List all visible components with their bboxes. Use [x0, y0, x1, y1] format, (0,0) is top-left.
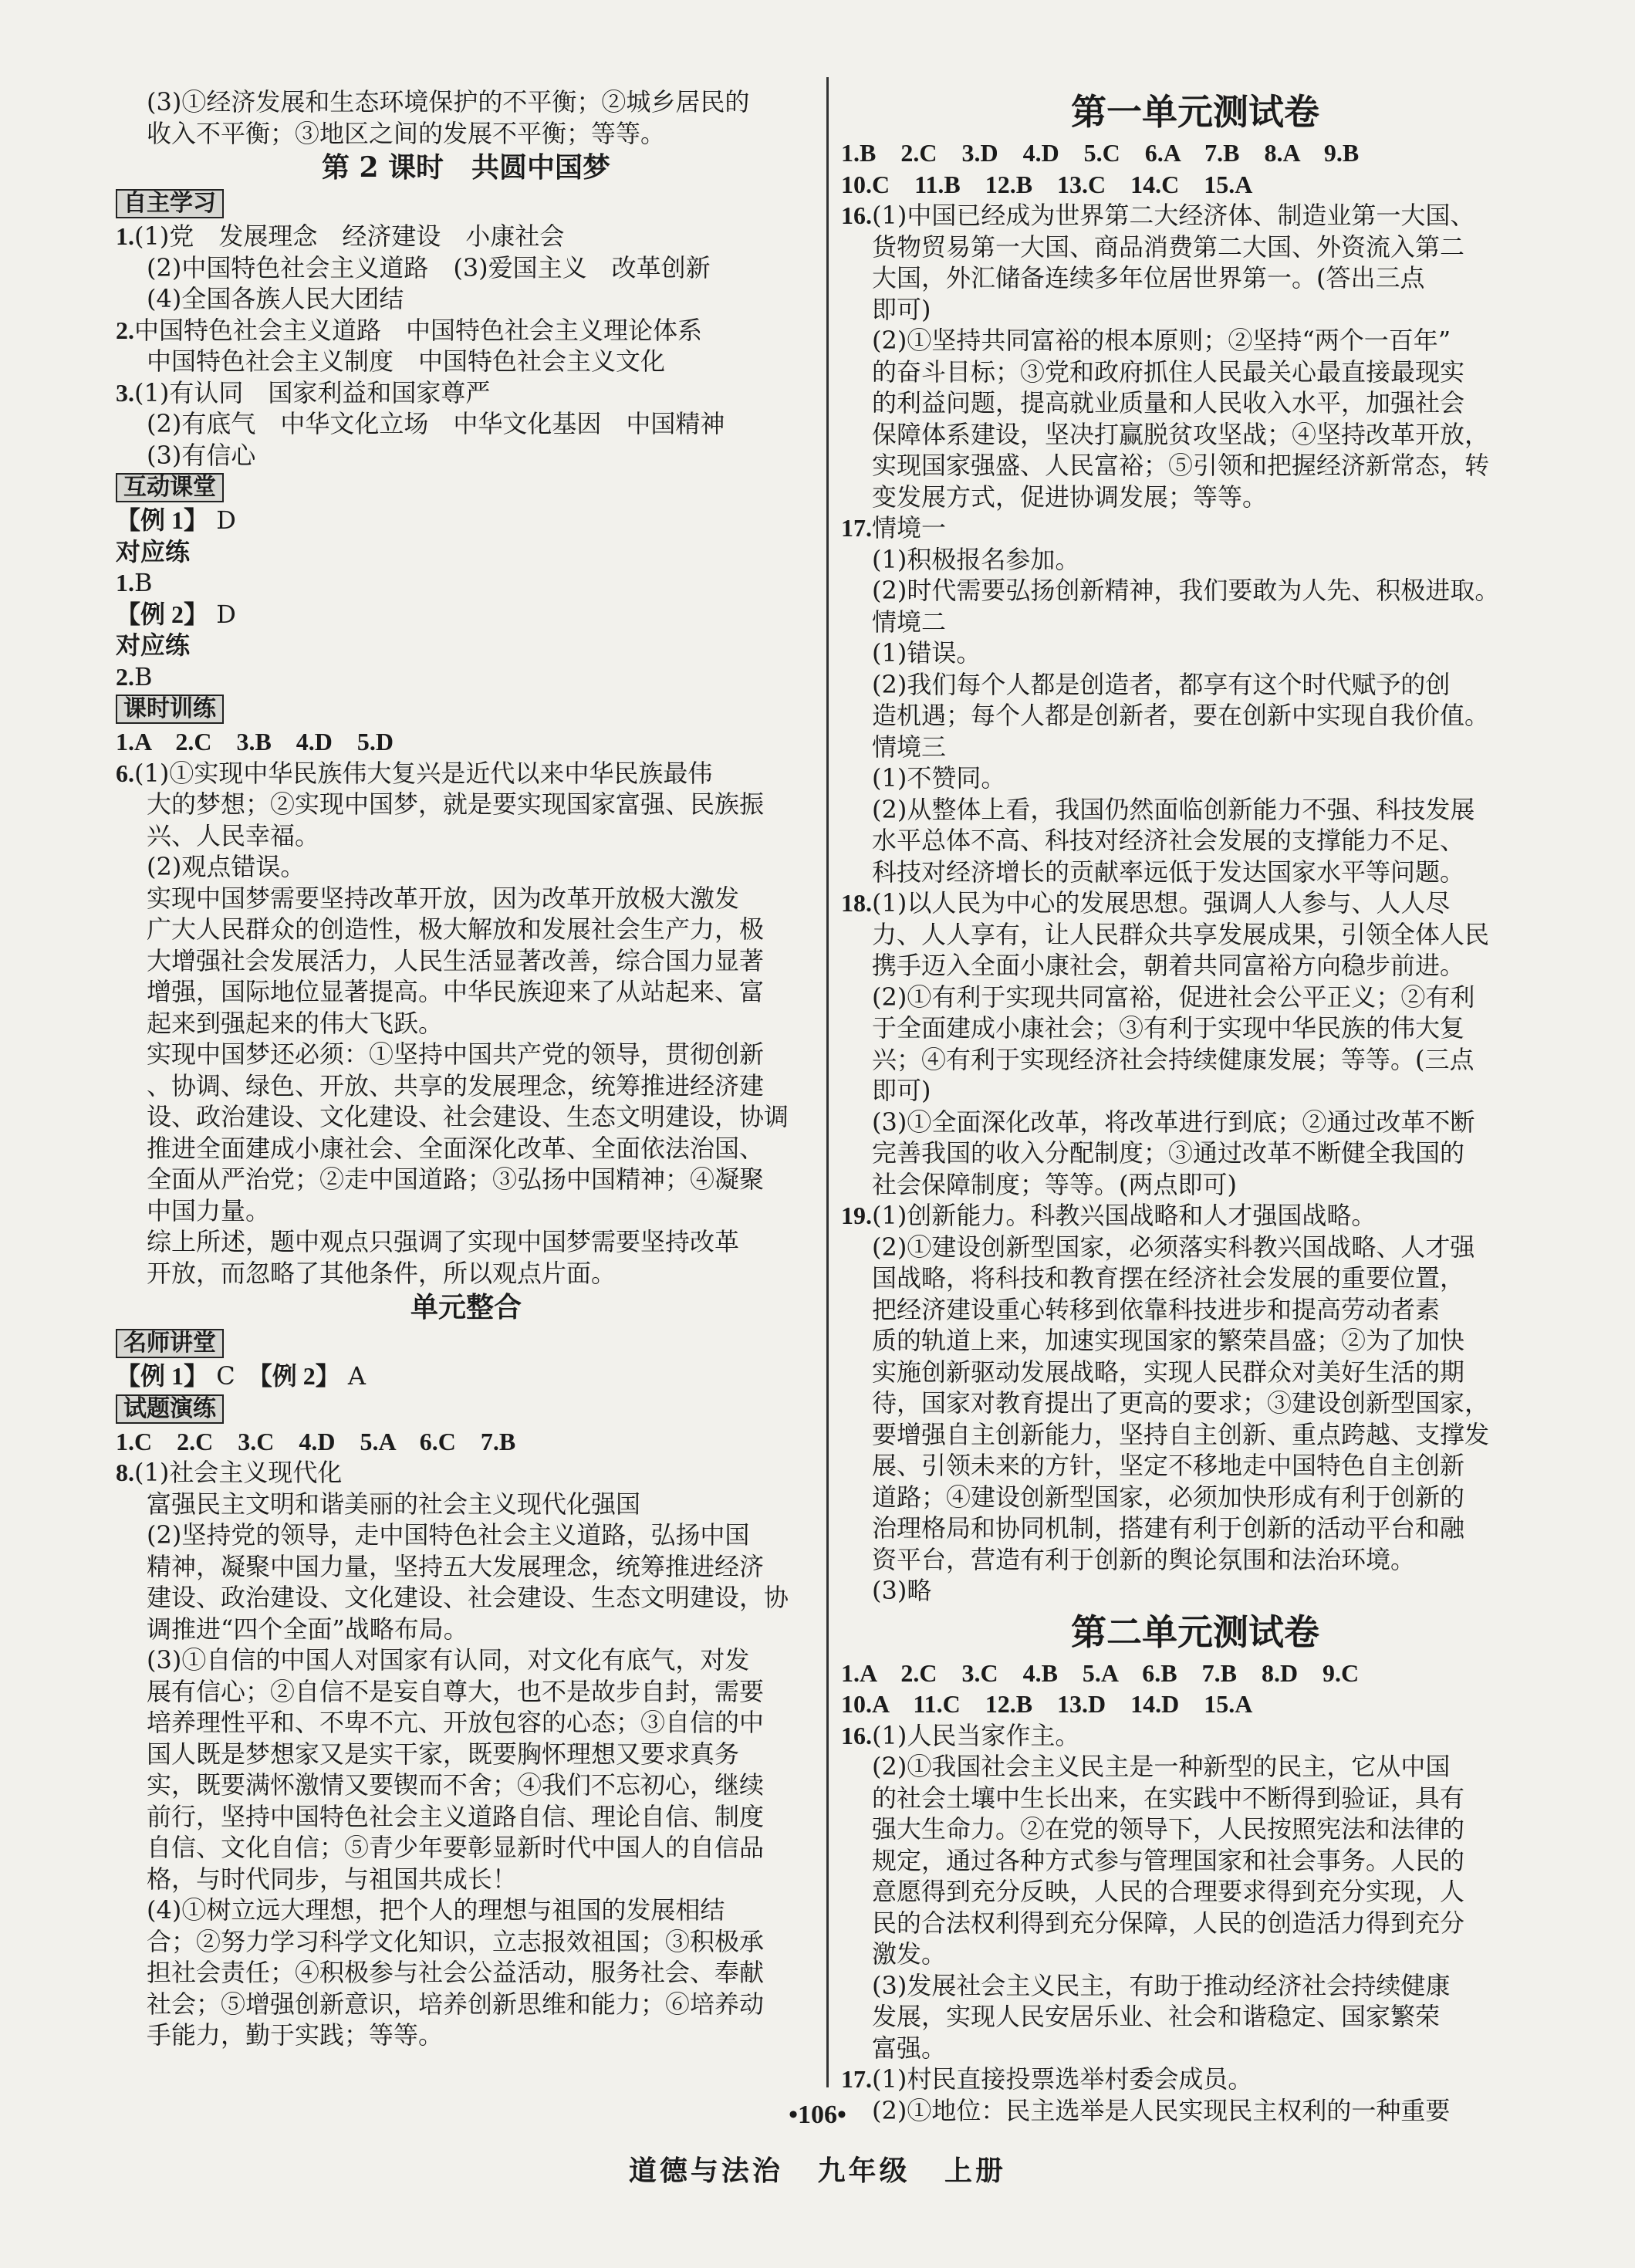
answer-line	[116, 1426, 816, 1458]
answer-line	[841, 2001, 1549, 2033]
answer-text: C	[208, 1361, 260, 1391]
answer-line	[116, 1864, 816, 1895]
answer-line	[841, 1012, 1549, 1044]
answer-text: (3)①自信的中国人对国家有认同，对文化有底气，对发	[147, 1645, 750, 1675]
answer-line	[116, 252, 816, 284]
section-label-row	[116, 692, 816, 726]
answer-text: 完善我国的收入分配制度；③通过改革不断健全我国的	[872, 1138, 1465, 1168]
answer-text: (2)①我国社会主义民主是一种新型的民主，它从中国	[872, 1752, 1451, 1781]
example-label: 【例 1】	[116, 1362, 209, 1390]
answer-line	[116, 283, 816, 315]
answer-text: 展有信心；②自信不是妄自尊大，也不是故步自封，需要	[147, 1676, 765, 1706]
answer-text: 合；②努力学习科学文化知识，立志报效祖国；③积极承	[147, 1926, 765, 1956]
section-label-row	[116, 187, 816, 221]
answer-line	[116, 377, 816, 409]
answer-line	[116, 1258, 816, 1289]
answer-line	[841, 2064, 1549, 2095]
answer-text: (2)①地位：民主选举是人民实现民主权利的一种重要	[872, 2095, 1451, 2125]
answer-line	[116, 505, 816, 536]
answer-text: 前行，坚持中国特色社会主义道路自信、理论自信、制度	[147, 1801, 765, 1831]
answer-text: 情境一	[872, 513, 947, 542]
answer-line	[116, 1070, 816, 1102]
answer-text: 治理格局和协同机制，搭建有利于创新的活动平台和融	[872, 1513, 1465, 1543]
answer-text: 发展，实现人民安居乐业、社会和谐稳定、国家繁荣	[872, 2002, 1441, 2031]
answer-line	[841, 357, 1549, 388]
answer-text: 兴、人民幸福。	[147, 820, 320, 850]
answer-text: (2)从整体上看，我国仍然面临创新能力不强、科技发展	[872, 794, 1475, 824]
answer-text: 科技对经济增长的贡献率远低于发达国家水平等问题。	[872, 857, 1465, 887]
answer-text: (2)①建设创新型国家，必须落实科教兴国战略、人才强	[872, 1232, 1475, 1262]
answer-line	[116, 976, 816, 1008]
answer-line	[116, 1832, 816, 1864]
section-label-row	[116, 1392, 816, 1426]
answer-line	[841, 419, 1549, 451]
answer-text: 综上所述，题中观点只强调了实现中国梦需要坚持改革	[147, 1227, 740, 1256]
answer-line	[841, 1325, 1549, 1357]
answer-text: A	[339, 1361, 366, 1391]
answer-text: 实现国家强盛、人民富裕；⑤引领和把握经济新常态，转	[872, 451, 1490, 480]
answer-line	[841, 1107, 1549, 1138]
example-label: 【例 2】	[116, 600, 209, 628]
answer-text: 造机遇；每个人都是创新者，要在创新中实现自我价值。	[872, 701, 1490, 730]
answer-line	[116, 1582, 816, 1614]
answer-text: (2)有底气 中华文化立场 中华文化基因 中国精神	[147, 409, 725, 438]
answer-line	[116, 1957, 816, 1989]
answer-text: 情境二	[872, 607, 947, 637]
answer-text: 中国力量。	[147, 1195, 271, 1225]
answer-text: (1)创新能力。科教兴国战略和人才强国战略。	[872, 1201, 1377, 1230]
answer-line	[116, 1133, 816, 1164]
answer-line	[841, 1908, 1549, 1939]
answer-line	[841, 700, 1549, 732]
answer-line	[116, 1226, 816, 1258]
answer-line	[116, 315, 816, 346]
answer-text: (3)①经济发展和生态环境保护的不平衡；②城乡居民的	[147, 87, 750, 117]
lesson-heading: 单元整合	[410, 1291, 522, 1323]
answer-line	[841, 1388, 1549, 1419]
footer-subject: 道德与法治	[628, 2155, 783, 2187]
answer-line	[116, 1551, 816, 1583]
answer-text: 10.C 11.B 12.B 13.C 14.C 15.A	[841, 170, 1253, 198]
answer-line	[841, 1450, 1549, 1482]
answer-text: 待，国家对教育提出了更高的要求；③建设创新型国家，	[872, 1388, 1490, 1418]
question-number: 17.	[841, 514, 872, 542]
column-divider	[826, 77, 829, 2087]
answer-line	[841, 857, 1549, 888]
section-label-row	[116, 471, 816, 505]
answer-line	[841, 825, 1549, 857]
answer-line	[116, 221, 816, 252]
answer-text: (2)①坚持共同富裕的根本原则；②坚持“两个一百年”	[872, 326, 1451, 355]
answer-line	[841, 575, 1549, 607]
answer-line	[841, 1262, 1549, 1294]
answer-line	[841, 950, 1549, 982]
answer-line	[116, 630, 816, 661]
answer-line	[841, 1783, 1549, 1814]
answer-text: (2)时代需要弘扬创新精神，我们要敢为人先、积极进取。	[872, 576, 1500, 605]
answer-line	[841, 982, 1549, 1013]
answer-text: 激发。	[872, 1939, 947, 1969]
answer-line	[841, 1232, 1549, 1263]
answer-text: 要增强自主创新能力，坚持自主创新、重点跨越、支撑发	[872, 1419, 1490, 1449]
answer-text: 开放，而忽略了其他条件，所以观点片面。	[147, 1258, 617, 1288]
answer-text: (1)不赞同。	[872, 763, 1006, 793]
answer-line	[116, 1457, 816, 1489]
answer-text: 兴；④有利于实现经济社会持续健康发展；等等。(三点	[872, 1044, 1475, 1074]
answer-text: (3)略	[872, 1576, 932, 1605]
answer-line	[841, 1075, 1549, 1107]
answer-line	[841, 2033, 1549, 2064]
answer-text: 1.A 2.C 3.C 4.B 5.A 6.B 7.B 8.D 9.C	[841, 1658, 1360, 1687]
answer-text: 大国，外汇储备连续多年位居世界第一。(答出三点	[872, 263, 1425, 292]
answer-line	[116, 1614, 816, 1645]
question-number: 16.	[841, 201, 872, 229]
answer-line	[116, 1101, 816, 1133]
answer-text: 担社会责任；④积极参与社会公益活动，服务社会、奉献	[147, 1958, 765, 1987]
answer-line	[116, 1519, 816, 1551]
answer-line	[841, 1876, 1549, 1908]
answer-text: 实现中国梦需要坚持改革开放，因为改革开放极大激发	[147, 883, 740, 913]
answer-text: 即可)	[872, 1076, 931, 1105]
answer-line	[841, 1357, 1549, 1388]
answer-line	[841, 669, 1549, 701]
answer-line	[116, 536, 816, 568]
answer-line	[841, 482, 1549, 513]
answer-line	[841, 325, 1549, 357]
answer-text: 展、引领未来的方针，坚定不移地走中国特色自主创新	[872, 1451, 1465, 1480]
answer-line	[841, 1813, 1549, 1845]
answer-text: 水平总体不高、科技对经济社会发展的支撑能力不足、	[872, 826, 1465, 855]
answer-line	[116, 1769, 816, 1801]
answer-text: B	[134, 568, 153, 597]
answer-line	[116, 789, 816, 820]
answer-line	[841, 1970, 1549, 2002]
answer-line	[841, 1658, 1549, 1689]
answer-text: (3)发展社会主义民主，有助于推动经济社会持续健康	[872, 1970, 1451, 2000]
answer-text: 广大人民群众的创造性，极大解放和发展社会生产力，极	[147, 914, 765, 944]
section-label: 互动课堂	[116, 473, 224, 502]
answer-text: (1)党 发展理念 经济建设 小康社会	[134, 221, 565, 251]
answer-text: 起来到强起来的伟大飞跃。	[147, 1008, 444, 1038]
answer-text: 保障体系建设，坚决打赢脱贫攻坚战；④坚持改革开放，	[872, 419, 1490, 449]
answer-text: (4)全国各族人民大团结	[147, 284, 404, 313]
answer-text: 大增强社会发展活力，人民生活显著改善，综合国力显著	[147, 945, 765, 975]
answer-line	[841, 294, 1549, 326]
answer-line	[116, 118, 816, 150]
answer-text: 富强。	[872, 2033, 947, 2063]
answer-line	[841, 450, 1549, 482]
answer-text: (1)社会主义现代化	[134, 1458, 343, 1487]
answer-line	[841, 1845, 1549, 1877]
lesson-heading: 第 2 课时 共圆中国梦	[321, 151, 611, 184]
answer-text: (1)村民直接投票选举村委会成员。	[872, 2064, 1253, 2094]
answer-text: 实施创新驱动发展战略，实现人民群众对美好生活的期	[872, 1357, 1465, 1387]
answer-line	[116, 1676, 816, 1708]
answer-line	[116, 86, 816, 118]
answer-text: B	[134, 661, 153, 691]
question-number: 2.	[116, 316, 134, 344]
answer-text: 、协调、绿色、开放、共享的发展理念，统筹推进经济建	[147, 1070, 765, 1100]
answer-line	[116, 661, 816, 693]
answer-line	[116, 758, 816, 789]
question-number: 6.	[116, 759, 134, 787]
answer-line	[116, 1008, 816, 1039]
left-column	[116, 86, 816, 2051]
answer-line	[841, 1044, 1549, 1076]
book-footer-title	[0, 2149, 1635, 2189]
answer-line	[841, 1688, 1549, 1720]
answer-line	[116, 1707, 816, 1739]
answer-text: 1.B 2.C 3.D 4.D 5.C 6.A 7.B 8.A 9.B	[841, 139, 1360, 167]
answer-text: 的奋斗目标；③党和政府抓住人民最关心最直接最现实	[872, 357, 1465, 387]
question-number: 1.	[116, 222, 134, 250]
answer-line	[841, 887, 1549, 919]
answer-line	[841, 1169, 1549, 1201]
answer-text: 携手迈入全面小康社会，朝着共同富裕方向稳步前进。	[872, 951, 1465, 980]
answer-line	[841, 732, 1549, 763]
page-number: •106•	[789, 2101, 846, 2129]
answer-text: 变发展方式，促进协调发展；等等。	[872, 482, 1268, 512]
answer-text: D	[208, 505, 236, 535]
answer-line	[116, 599, 816, 630]
answer-text: 中国特色社会主义制度 中国特色社会主义文化	[147, 346, 666, 376]
answer-text: 格，与时代同步，与祖国共成长！	[147, 1864, 518, 1894]
answer-text: 力、人人享有，让人民群众共享发展成果，引领全体人民	[872, 919, 1490, 949]
answer-text: 大的梦想；②实现中国梦，就是要实现国家富强、民族振	[147, 789, 765, 819]
answer-line	[116, 914, 816, 945]
answer-text: 社会；⑤增强创新意识，培养创新思维和能力；⑥培养动	[147, 1989, 765, 2019]
answer-text: 收入不平衡；③地区之间的发展不平衡；等等。	[147, 118, 666, 148]
answer-text: (1)①实现中华民族伟大复兴是近代以来中华民族最伟	[134, 758, 713, 788]
question-number: 17.	[841, 2065, 872, 2093]
answer-text: 实现中国梦还必须：①坚持中国共产党的领导，贯彻创新	[147, 1039, 765, 1069]
answer-text: (2)观点错误。	[147, 852, 306, 881]
answer-line	[841, 544, 1549, 576]
answer-text: (2)我们每个人都是创造者，都享有这个时代赋予的创	[872, 669, 1451, 699]
answer-line	[116, 851, 816, 883]
answer-line	[841, 762, 1549, 794]
example-label: 【例 2】	[259, 1362, 340, 1390]
answer-text: 国战略，将科技和教育摆在经济社会发展的重要位置，	[872, 1263, 1465, 1293]
section-label: 试题演练	[116, 1394, 224, 1424]
section-label: 自主学习	[116, 189, 224, 218]
answer-line	[841, 232, 1549, 263]
answer-text: 的社会土壤中生长出来，在实践中不断得到验证，具有	[872, 1783, 1465, 1813]
answer-line	[841, 387, 1549, 419]
answer-line	[841, 1751, 1549, 1783]
answer-text: 货物贸易第一大国、商品消费第二大国、外资流入第二	[872, 232, 1465, 262]
answer-text: 的利益问题，提高就业质量和人民收入水平，加强社会	[872, 388, 1465, 417]
answer-line	[116, 1644, 816, 1676]
answer-text: 1.A 2.C 3.B 4.D 5.D	[116, 728, 394, 755]
section-label: 课时训练	[116, 695, 224, 724]
answer-text: 增强，国际地位显著提高。中华民族迎来了从站起来、富	[147, 977, 765, 1006]
answer-text: 培养理性平和、不卑不亢、开放包容的心态；③自信的中	[147, 1708, 765, 1737]
answer-line	[841, 200, 1549, 232]
answer-text: (2)坚持党的领导，走中国特色社会主义道路，弘扬中国	[147, 1520, 750, 1550]
answer-line	[116, 1801, 816, 1833]
answer-text: 把经济建设重心转移到依靠科技进步和提高劳动者素	[872, 1294, 1441, 1324]
answer-text: (1)积极报名参加。	[872, 544, 1080, 574]
answer-text: 即可)	[872, 294, 931, 324]
answer-line	[116, 1895, 816, 1926]
footer-volume: 上册	[944, 2155, 1007, 2187]
answer-text: 全面从严治党；②走中国道路；③弘扬中国精神；④凝聚	[147, 1164, 765, 1194]
section-label: 名师讲堂	[116, 1329, 224, 1358]
answer-text: 手能力，勤于实践；等等。	[147, 2020, 444, 2050]
answer-line	[116, 1739, 816, 1770]
answer-line	[841, 919, 1549, 951]
answer-text: 规定，通过各种方式参与管理国家和社会事务。人民的	[872, 1845, 1465, 1875]
question-number: 16.	[841, 1721, 872, 1749]
answer-text: 质的轨道上来，加速实现国家的繁荣昌盛；②为了加快	[872, 1326, 1465, 1355]
answer-text: 自信、文化自信；⑤青少年要彰显新时代中国人的自信品	[147, 1833, 765, 1862]
answer-line	[841, 137, 1549, 169]
answer-line	[841, 169, 1549, 201]
answer-line	[841, 637, 1549, 669]
answer-text: 调推进“四个全面”战略布局。	[147, 1614, 468, 1644]
answer-line	[841, 1294, 1549, 1326]
answer-text: (1)有认同 国家利益和国家尊严	[134, 377, 491, 407]
answer-text: (1)错误。	[872, 638, 981, 668]
unit-test-heading: 第二单元测试卷	[1071, 1611, 1319, 1653]
answer-text: 中国特色社会主义道路 中国特色社会主义理论体系	[134, 315, 703, 345]
answer-line	[841, 512, 1549, 544]
answer-line	[116, 726, 816, 758]
answer-line	[116, 1989, 816, 2020]
question-number: 2.	[116, 662, 134, 691]
answer-line	[841, 1200, 1549, 1232]
answer-text: 1.C 2.C 3.C 4.D 5.A 6.C 7.B	[116, 1427, 516, 1455]
footer-grade: 九年级	[817, 2155, 910, 2187]
answer-line	[841, 262, 1549, 294]
answer-text: (2)①有利于实现共同富裕，促进社会公平正义；②有利	[872, 982, 1475, 1012]
question-number: 8.	[116, 1458, 134, 1486]
answer-line	[116, 567, 816, 599]
answer-line	[841, 607, 1549, 638]
answer-text: 10.A 11.C 12.B 13.D 14.D 15.A	[841, 1690, 1253, 1718]
question-number: 19.	[841, 1202, 872, 1229]
answer-text: 意愿得到充分反映，人民的合理要求得到充分实现，人	[872, 1877, 1465, 1906]
answer-text: 实，既要满怀激情又要锲而不舍；④我们不忘初心，继续	[147, 1770, 765, 1800]
answer-text: 国人既是梦想家又是实干家，既要胸怀理想又要求真务	[147, 1739, 740, 1769]
answer-text: 推进全面建成小康社会、全面深化改革、全面依法治国、	[147, 1133, 765, 1163]
answer-line	[841, 1419, 1549, 1451]
question-number: 1.	[116, 569, 134, 597]
answer-text: 设、政治建设、文化建设、社会建设、生态文明建设，协调	[147, 1102, 789, 1131]
answer-text: 民的合法权利得到充分保障，人民的创造活力得到充分	[872, 1908, 1465, 1938]
answer-line	[841, 1513, 1549, 1544]
answer-line	[116, 346, 816, 377]
answer-line	[841, 1482, 1549, 1513]
answer-line	[116, 408, 816, 440]
section-label-row	[116, 1327, 816, 1360]
answer-text: 富强民主文明和谐美丽的社会主义现代化强国	[147, 1489, 641, 1519]
example-label: 【例 1】	[116, 506, 209, 534]
answer-text: 于全面建成小康社会；③有利于实现中华民族的伟大复	[872, 1013, 1465, 1043]
answer-text: 建设、政治建设、文化建设、社会建设、生态文明建设，协	[147, 1583, 789, 1612]
answer-line	[116, 1489, 816, 1520]
answer-text: 社会保障制度；等等。(两点即可)	[872, 1169, 1237, 1199]
answer-text: 情境三	[872, 732, 947, 762]
answer-line	[116, 1039, 816, 1070]
example-label: 对应练	[116, 537, 191, 566]
answer-text: (1)中国已经成为世界第二大经济体、制造业第一大国、	[872, 201, 1475, 230]
answer-line	[116, 440, 816, 472]
answer-text: 道路；④建设创新型国家，必须加快形成有利于创新的	[872, 1482, 1465, 1512]
answer-text: D	[208, 599, 236, 629]
answer-line	[116, 1164, 816, 1195]
right-column	[841, 86, 1549, 2126]
answer-line	[116, 883, 816, 914]
answer-line	[841, 1938, 1549, 1970]
answer-line	[116, 1926, 816, 1958]
answer-line	[116, 1360, 816, 1392]
answer-text: 强大生命力。②在党的领导下，人民按照宪法和法律的	[872, 1814, 1465, 1844]
answer-line	[841, 1137, 1549, 1169]
answer-text: (1)人民当家作主。	[872, 1720, 1080, 1750]
question-number: 3.	[116, 378, 134, 407]
answer-line	[116, 2020, 816, 2051]
answer-line	[116, 945, 816, 977]
answer-text: (3)有信心	[147, 440, 256, 470]
answer-text: 资平台，营造有利于创新的舆论氛围和法治环境。	[872, 1544, 1416, 1574]
unit-test-heading: 第一单元测试卷	[1071, 91, 1319, 133]
answer-line	[841, 1720, 1549, 1752]
answer-text: (1)以人民为中心的发展思想。强调人人参与、人人尽	[872, 888, 1451, 918]
answer-line	[841, 794, 1549, 826]
answer-line	[116, 820, 816, 852]
answer-text: 精神，凝聚中国力量，坚持五大发展理念，统筹推进经济	[147, 1551, 765, 1581]
answer-line	[116, 1195, 816, 1227]
answer-text: (2)中国特色社会主义道路 (3)爱国主义 改革创新	[147, 252, 711, 282]
answer-text: (3)①全面深化改革，将改革进行到底；②通过改革不断	[872, 1107, 1475, 1137]
example-label: 对应练	[116, 631, 191, 659]
answer-line	[841, 1544, 1549, 1576]
answer-text: (4)①树立远大理想，把个人的理想与祖国的发展相结	[147, 1895, 725, 1925]
answer-line	[841, 1575, 1549, 1607]
question-number: 18.	[841, 889, 872, 917]
